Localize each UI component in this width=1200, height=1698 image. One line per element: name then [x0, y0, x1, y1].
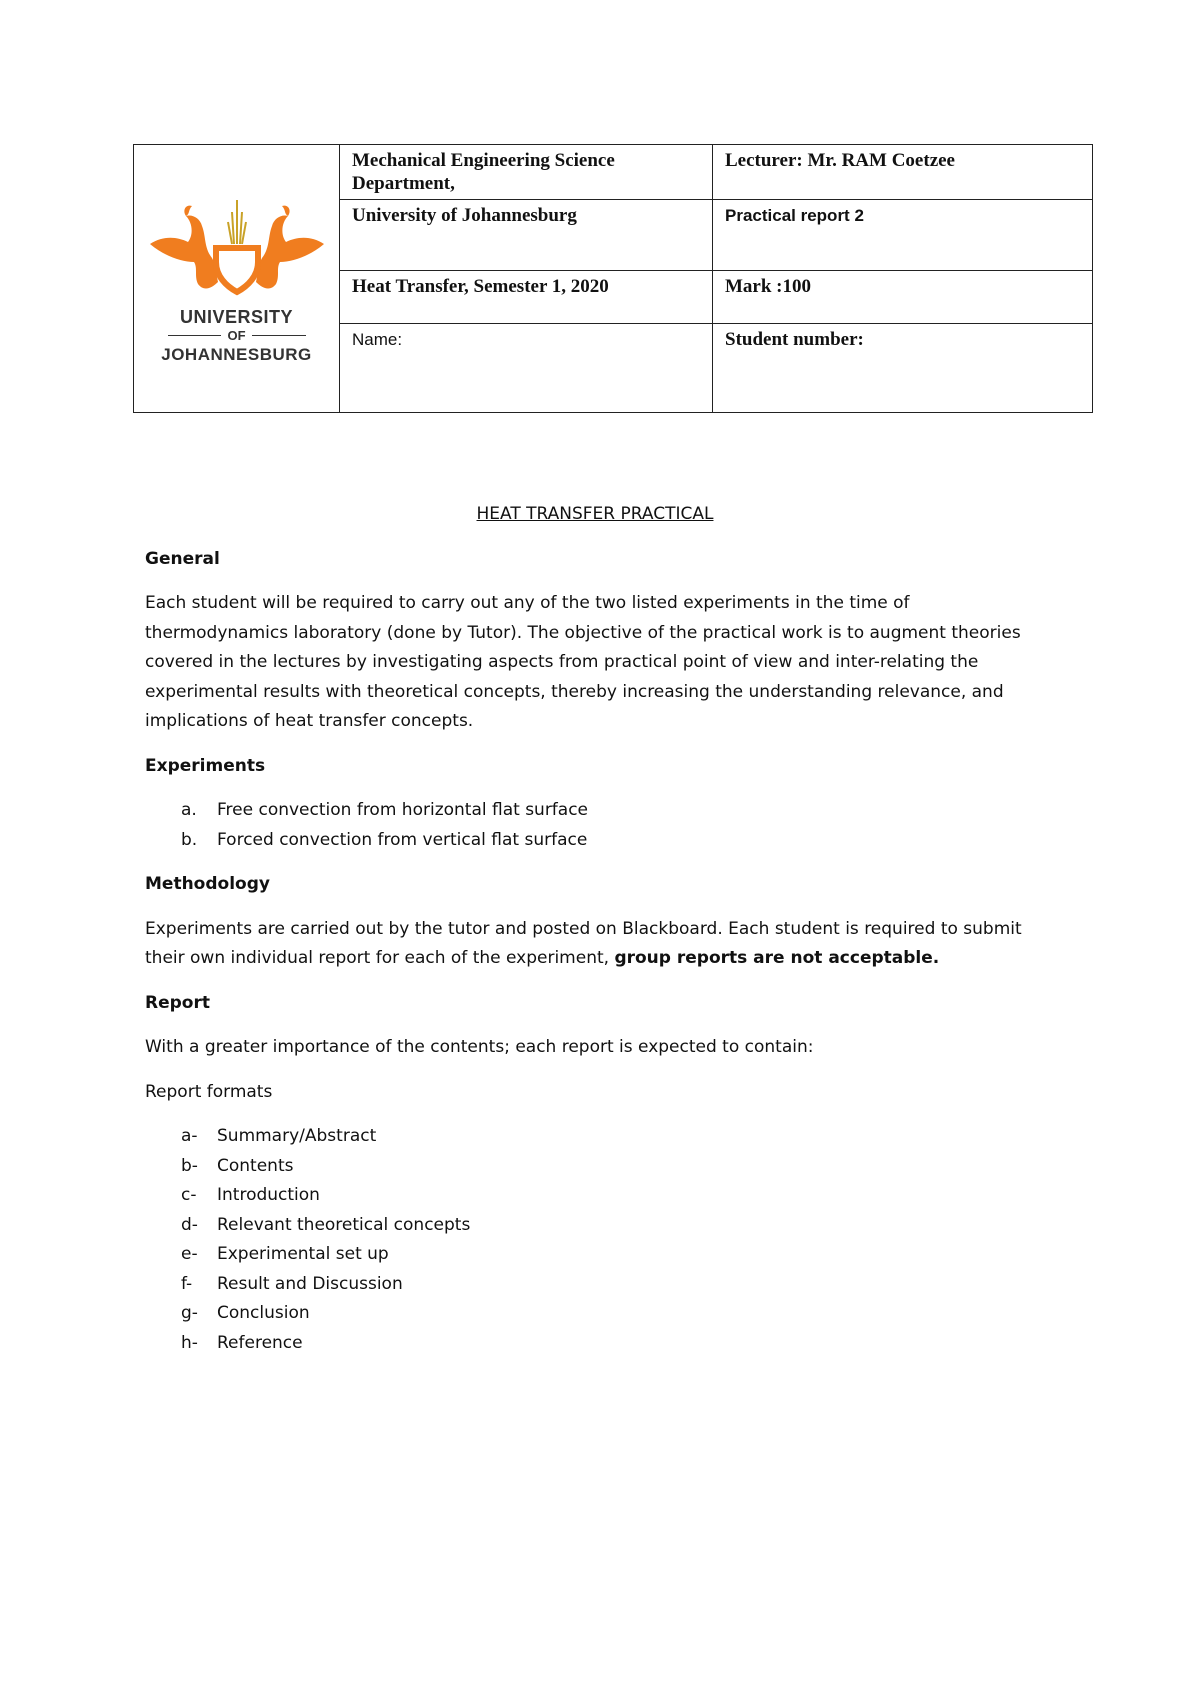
university-cell: University of Johannesburg [340, 200, 713, 271]
list-item: b- Contents [181, 1155, 294, 1176]
header-table [133, 144, 1093, 413]
experiments-list [145, 796, 1045, 855]
list-item: c- Introduction [181, 1185, 320, 1205]
list-item: b. Forced convection from vertical flat surface [181, 829, 588, 850]
report-heading: Report [145, 992, 210, 1013]
practical-report-cell: Practical report 2 [713, 200, 1093, 271]
methodology-paragraph: Experiments are carried out by the tutor and posted on Blackboard. Each student is required to submit their own individual report for each of the experiment, group reports are not acceptable. [145, 918, 1022, 968]
document-title: HEAT TRANSFER PRACTICAL [476, 504, 714, 524]
list-item: d- Relevant theoretical concepts [181, 1214, 471, 1235]
experiments-heading: Experiments [145, 755, 266, 776]
birds-emblem-icon [142, 192, 332, 304]
name-field-label: Name: [340, 324, 713, 413]
methodology-emphasis: group reports are not acceptable. [614, 948, 940, 968]
list-item: f- Result and Discussion [181, 1273, 403, 1294]
general-heading: General [145, 548, 220, 569]
list-item: a. Free convection from horizontal flat surface [181, 800, 589, 820]
report-formats-list [145, 1122, 1045, 1358]
report-paragraph: With a greater importance of the contents; each report is expected to contain: [145, 1037, 814, 1057]
student-number-label: Student number: [713, 324, 1093, 413]
general-paragraph: Each student will be required to carry out any of the two listed experiments in the time of thermodynamics laboratory (done by Tutor). The objective of the practical work is to augment theories covered in the lectures by investigating aspects from practical point of view and inter-relating the experimental results with theoretical concepts, thereby increasing the understanding relevance, and implications of heat transfer concepts. [145, 593, 1021, 731]
mark-cell: Mark :100 [713, 271, 1093, 324]
logo-cell [134, 145, 340, 413]
list-item: a- Summary/Abstract [181, 1126, 377, 1146]
logo-line-of: OF [227, 327, 246, 343]
methodology-heading: Methodology [145, 874, 270, 894]
report-formats-label: Report formats [145, 1081, 273, 1102]
course-cell: Heat Transfer, Semester 1, 2020 [340, 271, 713, 324]
list-item: e- Experimental set up [181, 1244, 389, 1264]
department-cell: Mechanical Engineering Science Department, [340, 145, 713, 200]
document-body [145, 500, 1045, 1373]
university-logo [134, 192, 339, 366]
list-item: h- Reference [181, 1332, 303, 1353]
logo-line-university: UNIVERSITY [179, 306, 294, 327]
logo-line-johannesburg: JOHANNESBURG [161, 344, 312, 364]
list-item: g- Conclusion [181, 1303, 310, 1323]
lecturer-cell: Lecturer: Mr. RAM Coetzee [713, 145, 1093, 200]
